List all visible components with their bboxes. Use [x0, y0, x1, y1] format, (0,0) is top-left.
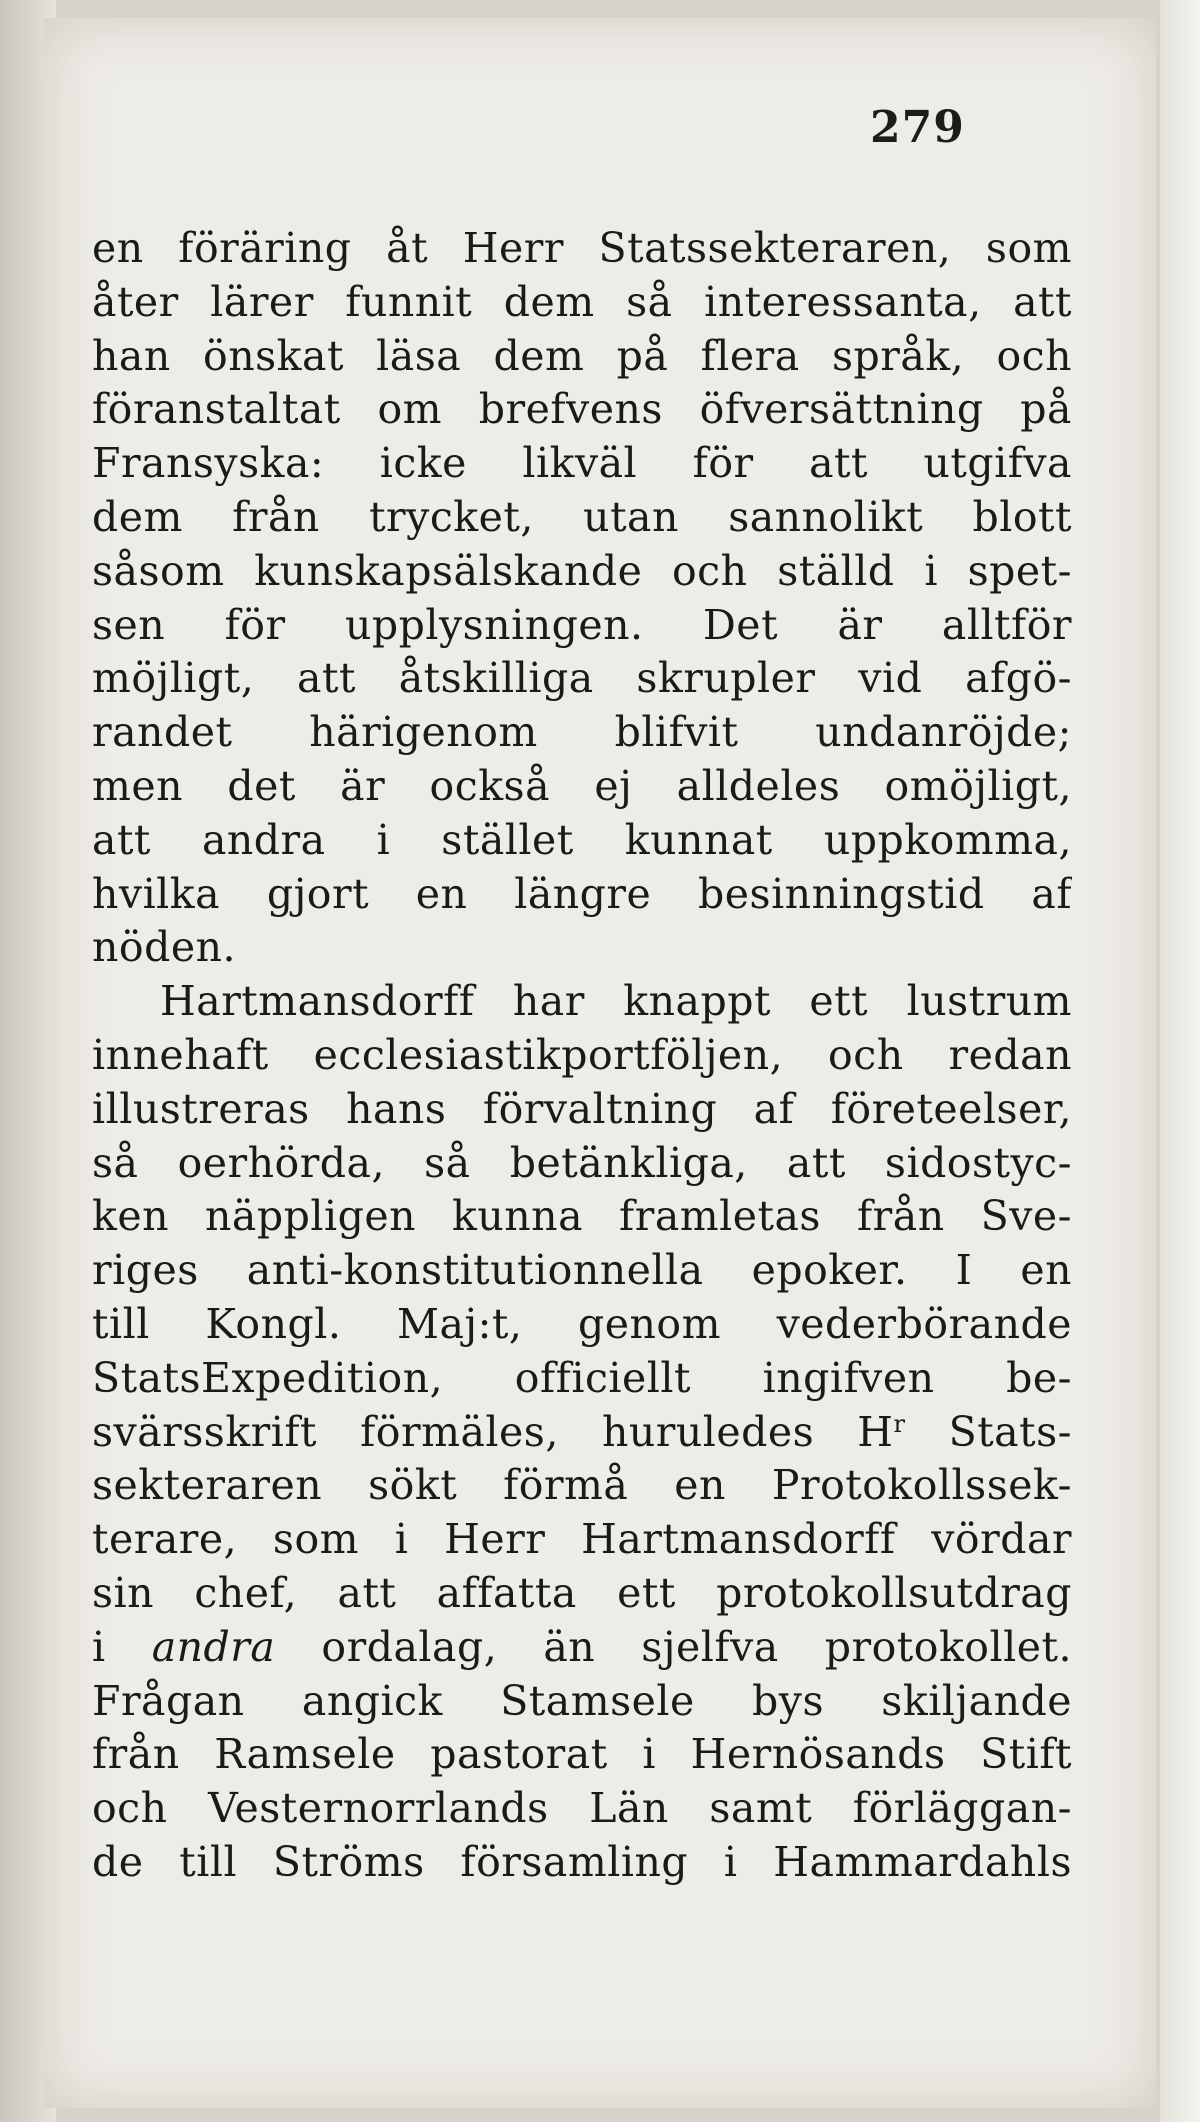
page-edge-right: [1160, 0, 1200, 2122]
text-line: dem från trycket, utan sannolikt blott: [92, 492, 1072, 541]
text-line: riges anti-konstitutionnella epoker. I en: [92, 1246, 1072, 1295]
text-line: StatsExpedition, officiellt ingifven be-: [92, 1353, 1072, 1402]
text-line: åter lärer funnit dem så interessanta, att: [92, 277, 1072, 326]
text-line: sen för upplysningen. Det är alltför: [92, 600, 1072, 649]
text-line: så oerhörda, så betänkliga, att sidostyc-: [92, 1138, 1072, 1187]
text-line: Frågan angick Stamsele bys skiljande: [92, 1676, 1072, 1725]
text-line: från Ramsele pastorat i Hernösands Stift: [92, 1730, 1072, 1779]
text-line: hvilka gjort en längre besinningstid af: [92, 869, 1072, 918]
text-line: att andra i stället kunnat uppkomma,: [92, 815, 1072, 864]
text-line: möjligt, att åtskilliga skrupler vid afgö-: [92, 654, 1072, 703]
text-line: men det är också ej alldeles omöjligt,: [92, 761, 1072, 810]
text-segment: svärsskrift förmäles, huruledes H: [92, 1407, 894, 1456]
text-line: Hartmansdorff har knappt ett lustrum: [160, 977, 1072, 1026]
text-line: Fransyska: icke likväl för att utgifva: [92, 439, 1072, 488]
text-line: en föräring åt Herr Statssekteraren, som: [92, 224, 1072, 272]
text-line: till Kongl. Maj:t, genom vederbörande: [92, 1299, 1072, 1348]
emphasized-word: andra: [151, 1622, 276, 1671]
text-line: föranstaltat om brefvens öfversättning på: [92, 385, 1072, 434]
text-line: nöden.: [92, 923, 237, 972]
text-line: innehaft ecclesiastikportföljen, och redan: [92, 1030, 1072, 1079]
text-line: [92, 1621, 1072, 1675]
superscript: r: [893, 1409, 906, 1438]
text-line: de till Ströms församling i Hammardahls: [92, 1837, 1072, 1886]
text-line: terare, som i Herr Hartmansdorff vördar: [92, 1515, 1072, 1564]
text-segment: Stats-: [905, 1407, 1072, 1456]
text-line: såsom kunskapsälskande och ställd i spet-: [92, 546, 1072, 595]
text-line: ken näppligen kunna framletas från Sve-: [92, 1192, 1072, 1241]
text-line: sekteraren sökt förmå en Protokollssek-: [92, 1461, 1072, 1510]
text-segment: ordalag, än sjelfva protokollet.: [275, 1622, 1072, 1671]
text-line: randet härigenom blifvit undanröjde;: [92, 708, 1072, 757]
body-text: [92, 222, 1072, 1890]
page-number: 279: [870, 102, 965, 153]
text-line: illustreras hans förvaltning af företeelser,: [92, 1084, 1072, 1133]
text-line: sin chef, att affatta ett protokollsutdrag: [92, 1568, 1072, 1617]
text-line: och Vesternorrlands Län samt förläggan-: [92, 1784, 1072, 1833]
text-line: [92, 1406, 1072, 1460]
text-segment: i: [92, 1622, 152, 1671]
text-line: han önskat läsa dem på flera språk, och: [92, 331, 1072, 380]
